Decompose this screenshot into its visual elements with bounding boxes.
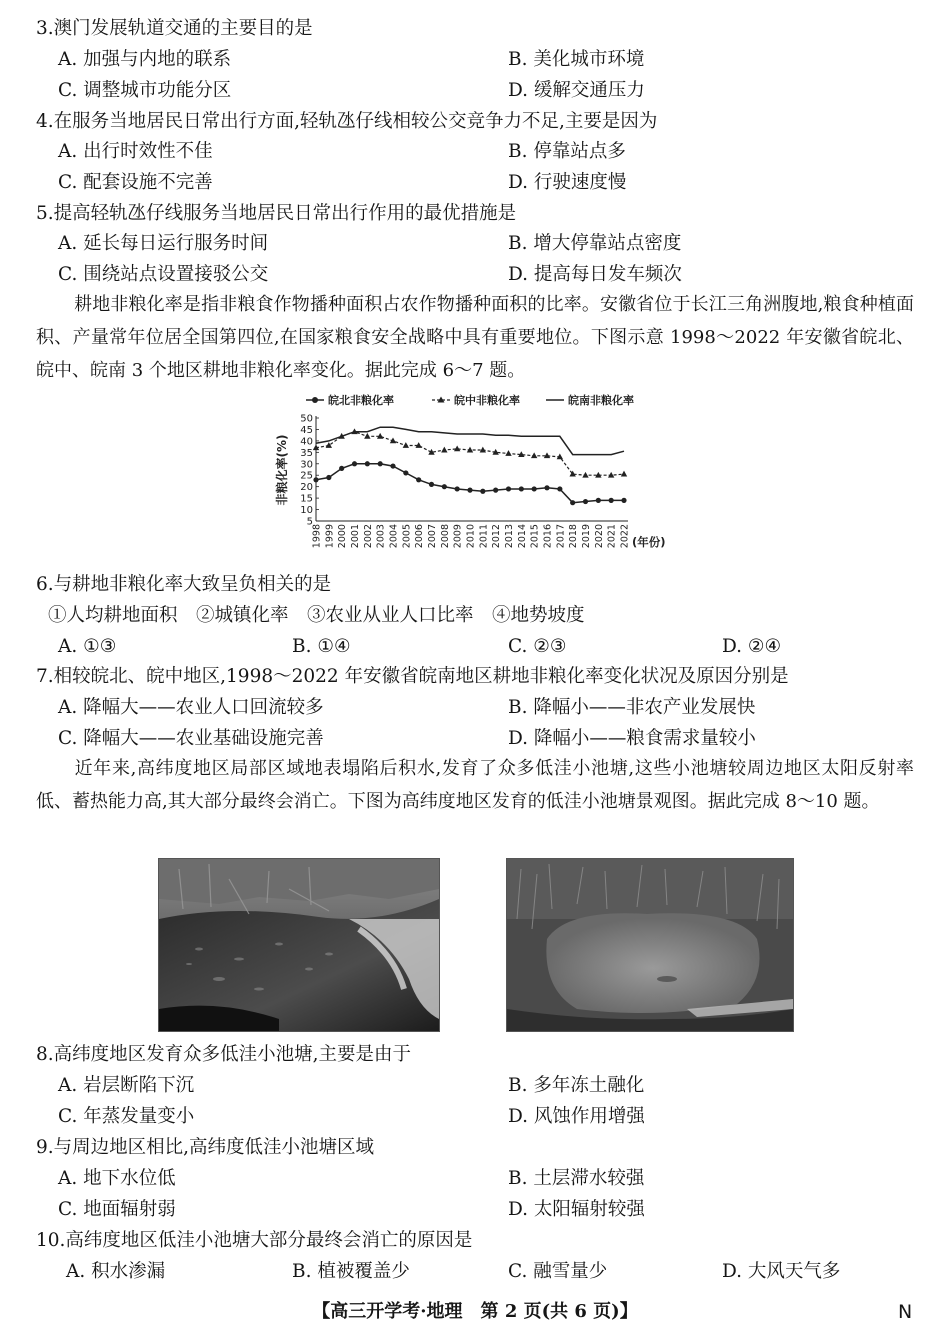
passage-8-10 — [36, 752, 914, 818]
question-10-option-c[interactable]: C. 融雪量少 — [508, 1261, 608, 1282]
passage-6-7 — [36, 288, 914, 387]
question-5-option-a[interactable]: A. 延长每日运行服务时间 — [58, 233, 269, 254]
series-1-point-4 — [364, 433, 370, 439]
y-tick-label-4: 25 — [300, 470, 313, 482]
question-10-stem: 10.高纬度地区低洼小池塘大部分最终会消亡的原因是 — [36, 1230, 473, 1251]
question-5-option-b[interactable]: B. 增大停靠站点密度 — [508, 233, 682, 254]
x-tick-label-22: 2020 — [593, 524, 605, 549]
question-9-option-c[interactable]: C. 地面辐射弱 — [58, 1199, 176, 1220]
question-6-stem: 6.与耕地非粮化率大致呈负相关的是 — [36, 574, 332, 595]
series-0-point-1 — [326, 475, 331, 480]
question-7-option-a[interactable]: A. 降幅大——农业人口回流较多 — [58, 697, 324, 718]
question-6-option-b[interactable]: B. ①④ — [292, 636, 351, 657]
y-tick-label-0: 5 — [306, 516, 313, 528]
question-3-option-b[interactable]: B. 美化城市环境 — [508, 49, 645, 70]
series-0-point-11 — [455, 486, 460, 491]
y-tick-label-9: 50 — [300, 413, 313, 425]
question-4-option-b[interactable]: B. 停靠站点多 — [508, 141, 626, 162]
question-9-option-a[interactable]: A. 地下水位低 — [58, 1168, 176, 1189]
question-7-stem: 7.相较皖北、皖中地区,1998～2022 年安徽省皖南地区耕地非粮化率变化状况及原因分别是 — [36, 666, 789, 687]
question-7-option-b[interactable]: B. 降幅小——非农产业发展快 — [508, 697, 756, 718]
series-0-point-10 — [442, 484, 447, 489]
legend-label-2: 皖南非粮化率 — [568, 394, 634, 407]
question-4-option-c[interactable]: C. 配套设施不完善 — [58, 172, 213, 193]
series-0-point-20 — [570, 500, 575, 505]
x-tick-label-14: 2012 — [491, 524, 503, 549]
x-tick-label-17: 2015 — [529, 524, 541, 549]
x-tick-label-3: 2001 — [350, 524, 361, 549]
series-0-point-9 — [429, 482, 434, 487]
question-6-option-c[interactable]: C. ②③ — [508, 636, 567, 657]
question-8-option-c[interactable]: C. 年蒸发量变小 — [58, 1106, 195, 1127]
series-0-point-22 — [596, 498, 601, 503]
chart-series — [313, 427, 627, 505]
question-5-option-c[interactable]: C. 围绕站点设置接驳公交 — [58, 264, 269, 285]
question-9-option-d[interactable]: D. 太阳辐射较强 — [508, 1199, 645, 1220]
question-3-option-c[interactable]: C. 调整城市功能分区 — [58, 80, 232, 101]
question-8-option-b[interactable]: B. 多年冻土融化 — [508, 1075, 645, 1096]
question-8-stem: 8.高纬度地区发育众多低洼小池塘,主要是由于 — [36, 1044, 412, 1065]
page-footer: 【高三开学考·地理 第 2 页(共 6 页)】 — [312, 1301, 638, 1322]
legend-marker-0 — [312, 397, 318, 403]
series-1-point-7 — [403, 442, 409, 448]
question-7-option-d[interactable]: D. 降幅小——粮食需求量较小 — [508, 728, 756, 749]
series-line-1 — [316, 432, 624, 476]
x-tick-label-1: 1999 — [324, 524, 336, 549]
series-0-point-23 — [609, 498, 614, 503]
series-1-point-17 — [531, 452, 537, 458]
question-10-option-d[interactable]: D. 大风天气多 — [722, 1261, 841, 1282]
series-1-point-24 — [621, 471, 627, 477]
question-8-option-d[interactable]: D. 风蚀作用增强 — [508, 1106, 645, 1127]
y-tick-label-8: 45 — [300, 424, 313, 436]
passage-8-10-text: 近年来,高纬度地区局部区域地表塌陷后积水,发育了众多低洼小池塘,这些小池塘较周边地区太阳反射率低、蓄热能力高,其大部分最终会消亡。下图为高纬度地区发育的低洼小池塘景观图。据此完成 8～10 题。 — [36, 758, 914, 812]
page-footer-letter: N — [898, 1301, 913, 1323]
series-0-point-15 — [506, 486, 511, 491]
series-1-point-10 — [441, 447, 447, 453]
x-tick-label-18: 2016 — [542, 524, 554, 549]
series-1-point-1 — [326, 442, 332, 448]
series-1-point-15 — [505, 450, 511, 456]
pond-photo-right — [506, 858, 794, 1032]
question-6-items: ①人均耕地面积 ②城镇化率 ③农业从业人口比率 ④地势坡度 — [48, 605, 585, 626]
x-tick-label-8: 2006 — [414, 524, 426, 549]
chart-svg — [272, 388, 672, 564]
question-4-stem: 4.在服务当地居民日常出行方面,轻轨氹仔线相较公交竞争力不足,主要是因为 — [36, 111, 658, 132]
series-1-point-11 — [454, 446, 460, 452]
series-0-point-12 — [467, 488, 472, 493]
series-0-point-16 — [519, 486, 524, 491]
y-tick-label-1: 10 — [300, 505, 313, 517]
x-tick-label-12: 2010 — [465, 524, 477, 549]
series-0-point-7 — [403, 470, 408, 475]
series-0-point-2 — [339, 466, 344, 471]
y-tick-label-5: 30 — [300, 459, 313, 471]
y-tick-label-2: 15 — [300, 493, 313, 505]
x-tick-label-15: 2013 — [504, 524, 515, 549]
series-0-point-21 — [583, 499, 588, 504]
x-tick-label-2: 2000 — [337, 524, 349, 549]
y-tick-label-6: 35 — [300, 447, 313, 459]
x-tick-label-9: 2007 — [427, 524, 438, 549]
x-tick-label-13: 2011 — [478, 524, 490, 549]
x-tick-label-4: 2002 — [362, 524, 374, 549]
chart-x-label: (年份) — [632, 535, 666, 549]
x-tick-label-20: 2018 — [568, 524, 580, 549]
legend-label-1: 皖中非粮化率 — [454, 394, 520, 407]
question-4-option-d[interactable]: D. 行驶速度慢 — [508, 172, 627, 193]
series-line-0 — [316, 464, 624, 503]
chart-legend — [306, 393, 634, 407]
question-3-option-d[interactable]: D. 缓解交通压力 — [508, 80, 645, 101]
chart-x-ticks — [312, 524, 631, 548]
x-tick-label-6: 2004 — [388, 524, 400, 549]
series-0-point-0 — [313, 477, 318, 482]
question-10-option-b[interactable]: B. 植被覆盖少 — [292, 1261, 410, 1282]
x-tick-label-5: 2003 — [375, 524, 387, 549]
series-0-point-13 — [480, 489, 485, 494]
question-9-option-b[interactable]: B. 土层滞水较强 — [508, 1168, 645, 1189]
series-0-point-24 — [621, 498, 626, 503]
pond-photo-left — [158, 858, 440, 1032]
question-5-option-d[interactable]: D. 提高每日发车频次 — [508, 264, 682, 285]
question-3-option-a[interactable]: A. 加强与内地的联系 — [58, 49, 232, 70]
x-tick-label-23: 2021 — [606, 524, 618, 549]
question-6-option-a[interactable]: A. ①③ — [58, 636, 117, 657]
chart-y-label: 非粮化率(%) — [275, 434, 289, 506]
series-0-point-19 — [557, 486, 562, 491]
x-tick-label-7: 2005 — [401, 524, 413, 549]
y-tick-label-7: 40 — [300, 436, 313, 448]
series-0-point-14 — [493, 488, 498, 493]
y-tick-label-3: 20 — [300, 482, 313, 494]
series-0-point-5 — [378, 461, 383, 466]
passage-6-7-text: 耕地非粮化率是指非粮食作物播种面积占农作物播种面积的比率。安徽省位于长江三角洲腹地,粮食种植面积、产量常年位居全国第四位,在国家粮食安全战略中具有重要地位。下图示意 1998～2022 年安徽省皖北、皖中、皖南 3 个地区耕地非粮化率变化。据此完成 6～7 题。 — [36, 294, 914, 381]
question-9-stem: 9.与周边地区相比,高纬度低洼小池塘区域 — [36, 1137, 375, 1158]
x-tick-label-21: 2019 — [581, 524, 592, 549]
question-3-stem: 3.澳门发展轨道交通的主要目的是 — [36, 18, 313, 39]
x-tick-label-0: 1998 — [311, 524, 323, 549]
series-0-point-3 — [352, 461, 357, 466]
series-1-point-21 — [582, 472, 588, 478]
x-tick-label-24: 2022 — [619, 524, 631, 549]
question-7-option-c[interactable]: C. 降幅大——农业基础设施完善 — [58, 728, 324, 749]
series-0-point-6 — [390, 463, 395, 468]
series-0-point-18 — [544, 485, 549, 490]
x-tick-label-16: 2014 — [516, 524, 528, 549]
series-0-point-8 — [416, 477, 421, 482]
legend-label-0: 皖北非粮化率 — [328, 394, 394, 407]
question-8-option-a[interactable]: A. 岩层断陷下沉 — [58, 1075, 195, 1096]
question-4-option-a[interactable]: A. 出行时效性不佳 — [58, 141, 213, 162]
question-6-option-d[interactable]: D. ②④ — [722, 636, 782, 657]
x-tick-label-19: 2017 — [555, 524, 567, 549]
series-0-point-4 — [365, 461, 370, 466]
x-tick-label-10: 2008 — [439, 524, 451, 549]
question-10-option-a[interactable]: A. 积水渗漏 — [66, 1261, 166, 1282]
non-grain-rate-chart — [272, 388, 672, 564]
question-5-stem: 5.提高轻轨氹仔线服务当地居民日常出行作用的最优措施是 — [36, 203, 517, 224]
series-0-point-17 — [532, 486, 537, 491]
chart-axes — [300, 414, 628, 528]
x-tick-label-11: 2009 — [452, 524, 464, 549]
